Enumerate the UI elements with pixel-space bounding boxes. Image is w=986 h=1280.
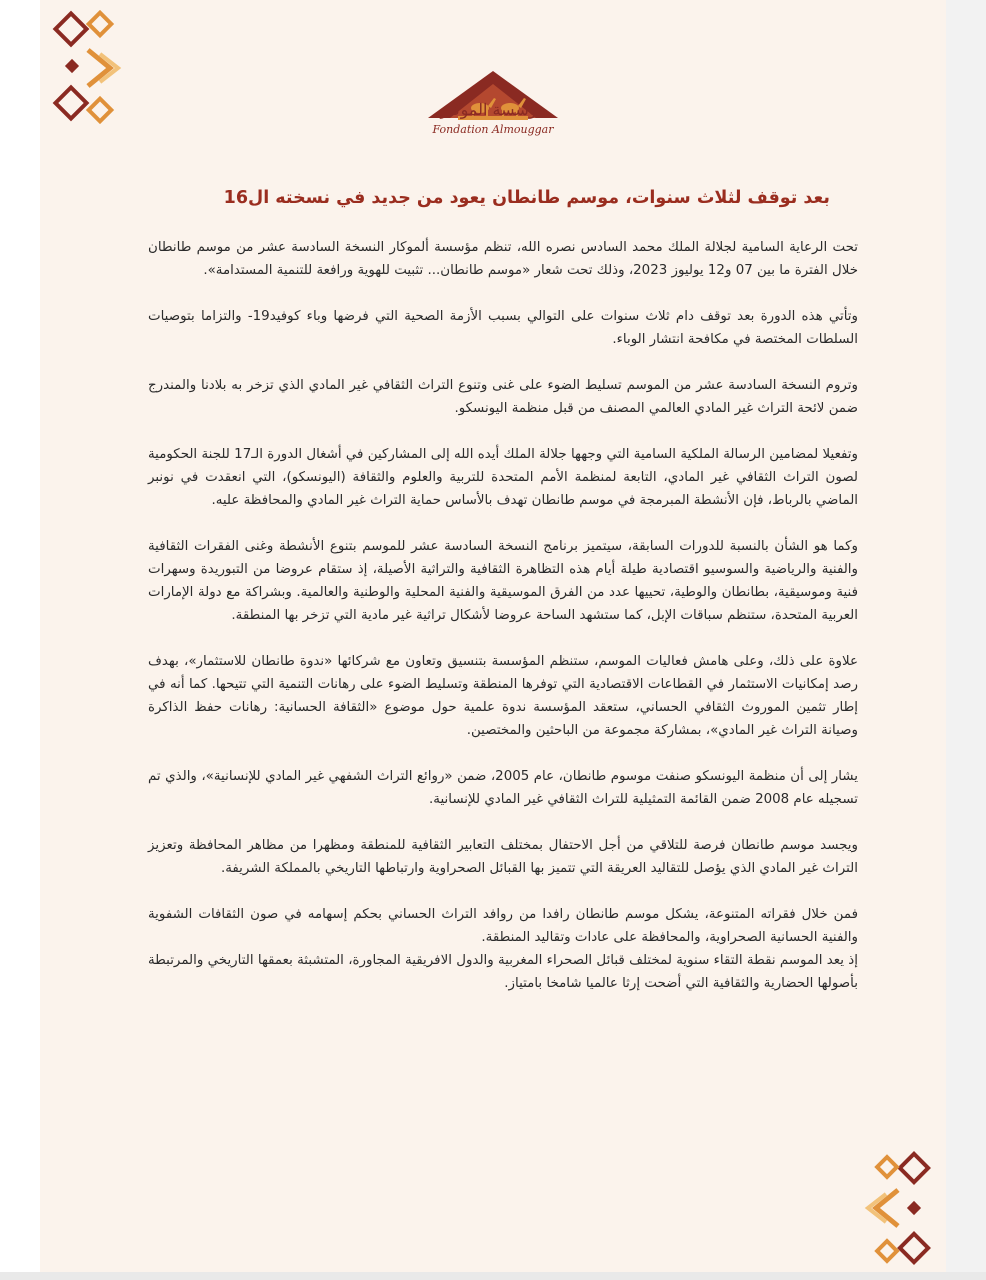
paragraph: ويجسد موسم طانطان فرصة للتلاقي من أجل الاحتفال بمختلف التعابير الثقافية للمنطقة ومظهرا من مظاهر المحافظة وتعزيز التراث غير المادي الذي يؤصل للتقاليد العريقة التي تتميز بها القبائل الصحراوية وارتباطها التاريخي بالمملكة الشريفة. xyxy=(148,838,858,876)
diamond-ornament-icon xyxy=(48,10,128,124)
paragraph: علاوة على ذلك، وعلى هامش فعاليات الموسم، ستنظم المؤسسة بتنسيق وتعاون مع شركائها «ندوة طانطان للاستثمار»، بهدف رصد إمكانيات الاستثمار في القطاعات الاقتصادية التي توفرها المنطقة وتسليط الضوء على رهانات التنمية التي تتيحها. كما أنه في إطار تثمين الموروث الثقافي الحساني، ستعقد المؤسسة ندوة علمية حول موضوع «الثقافة الحسانية: رهانات حفظ الذاكرة وصيانة التراث غير المادي»، بمشاركة مجموعة من الباحثين والمختصين. xyxy=(148,654,858,738)
paragraph: وكما هو الشأن بالنسبة للدورات السابقة، سيتميز برنامج النسخة السادسة عشر للموسم بتنوع الأنشطة وغنى الفقرات الثقافية والفنية والرياضية والسوسيو اقتصادية طيلة أيام هذه التظاهرة الثقافية والتراثية الأصيلة، إذ ستقام عروضا من التبوريدة وسهرات فنية وموسيقية، بطانطان والوطية، تحييها عدد من الفرق الموسيقية والفنية المحلية والوطنية والعالمية. وبشراكة مع دولة الإمارات العربية المتحدة، ستنظم سباقات الإبل، كما ستشهد الساحة عروضا لأشكال تراثية غير مادية التي تزخر بها المنطقة. xyxy=(148,539,858,623)
article-body xyxy=(148,236,858,995)
paragraph: يشار إلى أن منظمة اليونسكو صنفت موسوم طانطان، عام 2005، ضمن «روائع التراث الشفهي غير المادي للإنسانية»، والذي تم تسجيله عام 2008 ضمن القائمة التمثيلية للتراث الثقافي غير المادي للإنسانية. xyxy=(148,769,858,807)
paragraph: وتروم النسخة السادسة عشر من الموسم تسليط الضوء على غنى وتنوع التراث الثقافي غير المادي الذي تزخر به بلادنا والمندرج ضمن لائحة التراث غير المادي العالمي المصنف من قبل منظمة اليونسكو. xyxy=(148,378,858,416)
logo-latin-name: Fondation Almouggar xyxy=(432,123,554,136)
paragraph: وتأتي هذه الدورة بعد توقف دام ثلاث سنوات على التوالي بسبب الأزمة الصحية التي فرضها وباء كوفيد19- والتزاما بتوصيات السلطات المختصة في مكافحة انتشار الوباء. xyxy=(148,309,859,347)
paragraph: وتفعيلا لمضامين الرسالة الملكية السامية التي وجهها جلالة الملك أيده الله إلى المشاركين في أشغال الدورة الـ17 للجنة الحكومية لصون التراث الثقافي غير المادي، التابعة لمنظمة الأمم المتحدة للتربية والعلوم والثقافة (اليونسكو)، التي انعقدت في نونبر الماضي بالرباط، فإن الأنشطة المبرمجة في موسم طانطان تهدف بالأساس حماية التراث غير المادي والمحافظة عليه. xyxy=(148,447,858,508)
paragraph: تحت الرعاية السامية لجلالة الملك محمد السادس نصره الله، تنظم مؤسسة ألموكار النسخة السادسة عشر من موسم طانطان خلال الفترة ما بين 07 و12 يوليوز 2023، وذلك تحت شعار «موسم طانطان... تثبيت للهوية ورافعة للتنمية المستدامة». xyxy=(148,240,858,278)
paragraph: فمن خلال فقراته المتنوعة، يشكل موسم طانطان رافدا من روافد التراث الحساني بحكم إسهامه في صون الثقافات الشفوية والفنية الحسانية الصحراوية، والمحافظة على عادات وتقاليد المنطقة. xyxy=(148,907,858,945)
paragraph: إذ يعد الموسم نقطة التقاء سنوية لمختلف قبائل الصحراء المغربية والدول الافريقية المجاورة، المتشبثة بعمقها التاريخي والمرتبطة بأصولها الحضارية والثقافية التي أضحت إرثا عالميا شامخا بامتياز. xyxy=(148,953,858,991)
logo-arabic-name: مؤسسة الموكار xyxy=(440,100,546,119)
diamond-ornament-icon xyxy=(860,1150,938,1268)
page-edge-bottom xyxy=(0,1272,986,1280)
article-title: بعد توقف لثلاث سنوات، موسم طانطان يعود من جديد في نسخته ال16 xyxy=(223,188,830,208)
page-edge-right xyxy=(946,0,986,1280)
